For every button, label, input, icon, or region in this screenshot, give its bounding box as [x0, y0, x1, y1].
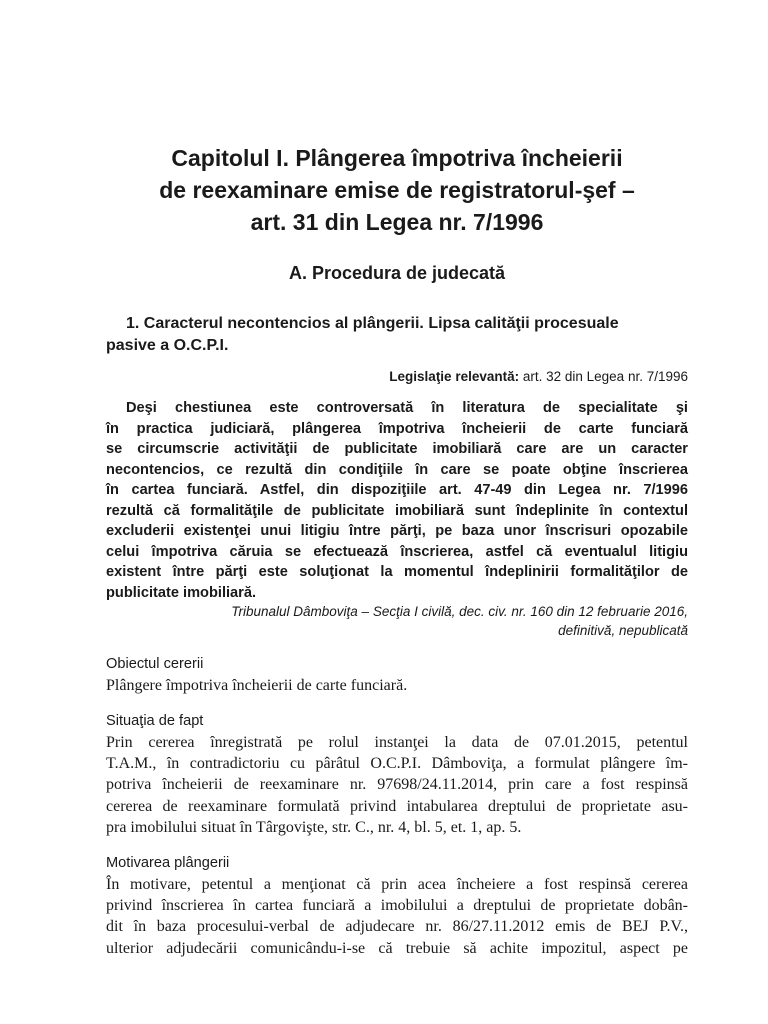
summary-line: rezultă că formalităţile de publicitate imobiliară sunt îndeplinite în contextul — [106, 502, 688, 519]
motivation-line: ulterior adjudecării comunicându-i-se că trebuie să achite impozitul, aspect pe — [106, 939, 688, 957]
summary-line: în practica judiciară, plângerea împotriva încheierii de carte funciară — [106, 420, 688, 437]
summary-line: necontencios, ce rezultă din condiţiile în care se poate obţine înscrierea — [106, 461, 688, 478]
facts-section — [106, 711, 688, 838]
object-heading: Obiectul cererii — [106, 656, 204, 672]
motivation-text — [106, 874, 688, 959]
summary-line: Deşi chestiunea este controversată în literatura de specialitate şi — [126, 400, 688, 416]
object-line: Plângere împotriva încheierii de carte funciară. — [106, 677, 408, 694]
motivation-heading: Motivarea plângerii — [106, 855, 230, 871]
facts-line: potriva încheierii de reexaminare nr. 97698/24.11.2014, prin care a fost respinsă — [106, 776, 688, 794]
court-citation — [106, 602, 688, 640]
case-summary — [106, 398, 688, 603]
legislation-value: art. 32 din Legea nr. 7/1996 — [519, 369, 688, 384]
citation-line: Tribunalul Dâmboviţa – Secţia I civilă, dec. civ. nr. 160 din 12 februarie 2016, — [231, 604, 688, 619]
subsection-heading-line: 1. Caracterul necontencios al plângerii. Lipsa calităţii procesuale — [126, 315, 619, 332]
summary-line: excluderii existenţei unui litigiu între părţi, pe baza unor înscrisuri opozabile — [106, 523, 688, 539]
summary-line: celui împotriva căruia se efectuează înscrierea, astfel că eventualul litigiu — [106, 543, 688, 560]
facts-line: Prin cererea înregistrată pe rolul instanţei la data de 07.01.2015, petentul — [106, 734, 688, 751]
facts-line: pra imobilului situat în Târgovişte, str. C., nr. 4, bl. 5, et. 1, ap. 5. — [106, 818, 522, 836]
chapter-title-line: Capitolul I. Plângerea împotriva încheierii — [171, 145, 623, 171]
facts-line: cererea de reexaminare formulată privind intabularea dreptului de proprietate asu- — [106, 797, 688, 815]
subsection-heading-line: pasive a O.C.P.I. — [106, 337, 229, 354]
legislation-label: Legislaţie relevantă: — [389, 369, 520, 384]
relevant-legislation — [106, 368, 688, 386]
summary-line: existent între părţi este soluţionat la momentul îndeplinirii formalităţilor de — [106, 564, 688, 580]
motivation-line: În motivare, petentul a menţionat că prin acea încheiere a fost respinsă cererea — [106, 876, 688, 893]
object-section — [106, 654, 688, 696]
facts-heading: Situaţia de fapt — [106, 713, 204, 729]
object-text — [106, 675, 688, 696]
section-title: A. Procedura de judecată — [288, 263, 506, 283]
chapter-title-line: art. 31 din Legea nr. 7/1996 — [250, 209, 544, 235]
facts-text — [106, 732, 688, 838]
summary-line: în cartea funciară. Astfel, din dispoziţiile art. 47-49 din Legea nr. 7/1996 — [106, 482, 688, 498]
motivation-line: dit în baza procesului-verbal de adjudecare nr. 86/27.11.2012 emis de BEJ P.V., — [106, 918, 688, 936]
motivation-line: privind înscrierea în cartea funciară a imobilului a dreptului de proprietate dobân- — [106, 897, 688, 915]
citation-line: definitivă, nepublicată — [558, 623, 688, 638]
motivation-section — [106, 853, 688, 959]
chapter-title-line: de reexaminare emise de registratorul-şef – — [159, 177, 635, 203]
subsection-heading — [106, 313, 688, 357]
facts-line: T.A.M., în contradictoriu cu pârâtul O.C.P.I. Dâmboviţa, a formulat plângere îm- — [106, 755, 688, 773]
chapter-title — [106, 142, 688, 238]
summary-line: se circumscrie activităţii de publicitate imobiliară care are un caracter — [106, 441, 688, 457]
summary-line: publicitate imobiliară. — [106, 584, 257, 601]
